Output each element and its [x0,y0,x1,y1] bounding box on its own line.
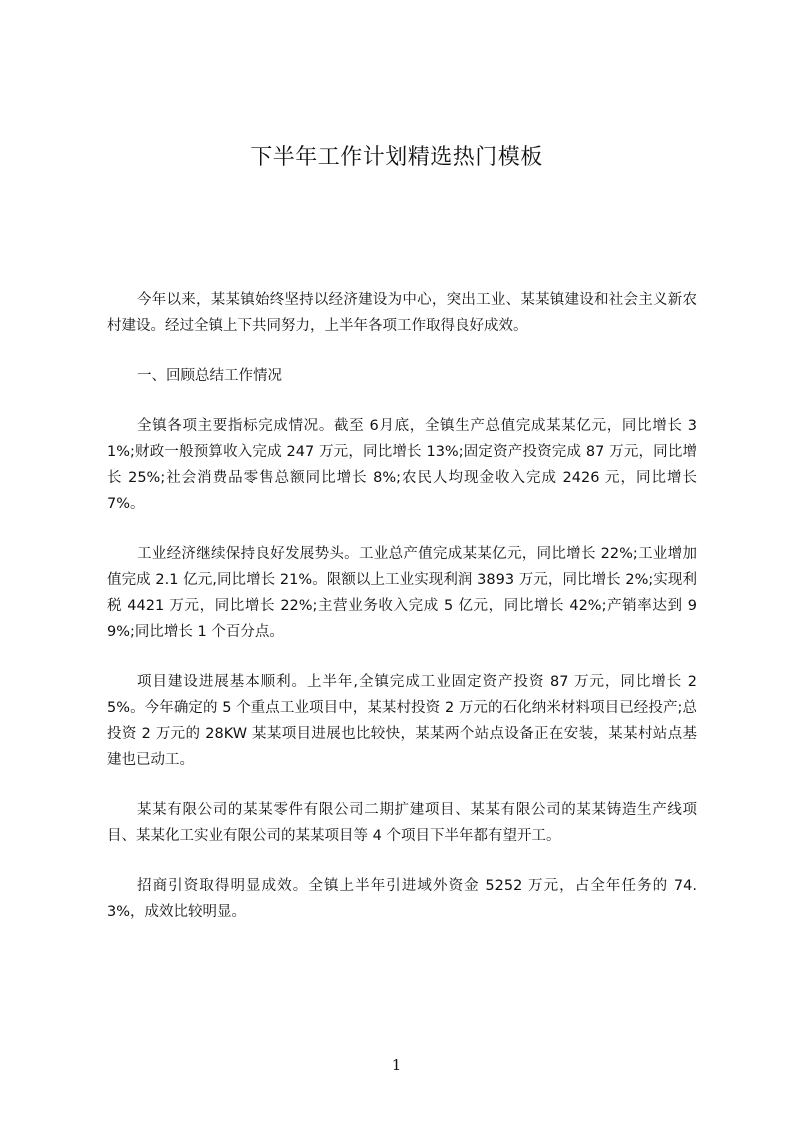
investment-paragraph: 招商引资取得明显成效。全镇上半年引进域外资金 5252 万元，占全年任务的 74.3%，成效比较明显。 [107,878,697,920]
indicators-paragraph: 全镇各项主要指标完成情况。截至 6月底，全镇生产总值完成某某亿元，同比增长 31%;财政一般预算收入完成 247 万元，同比增长 13%;固定资产投资完成 87 万元，同比增长 25%;社会消费品零售总额同比增长 8%;农民人均现金收入完成 2426 元，同比增长 7%。 [107,418,697,512]
document-body [107,287,697,949]
document-title: 下半年工作计划精选热门模板 [250,145,543,170]
projects-paragraph: 项目建设进展基本顺利。上半年,全镇完成工业固定资产投资 87 万元，同比增长 25%。今年确定的 5 个重点工业项目中，某某村投资 2 万元的石化纳米材料项目已经投产;总投资 2 万元的 28KW 某某项目进展也比较快，某某两个站点设备正在安装，某某村站点基建也已动工。 [107,674,697,768]
industry-paragraph: 工业经济继续保持良好发展势头。工业总产值完成某某亿元，同比增长 22%;工业增加值完成 2.1 亿元,同比增长 21%。限额以上工业实现利润 3893 万元，同比增长 2%;实现利税 4421 万元，同比增长 22%;主营业务收入完成 5 亿元，同比增长 42%;产销率达到 99%;同比增长 1 个百分点。 [107,546,697,640]
section-heading: 一、回顾总结工作情况 [137,368,282,384]
page-number: 1 [391,1056,402,1074]
intro-paragraph: 今年以来，某某镇始终坚持以经济建设为中心，突出工业、某某镇建设和社会主义新农村建设。经过全镇上下共同努力，上半年各项工作取得良好成效。 [107,292,697,334]
companies-paragraph: 某某有限公司的某某零件有限公司二期扩建项目、某某有限公司的某某铸造生产线项目、某某化工实业有限公司的某某项目等 4 个项目下半年都有望开工。 [107,802,697,844]
